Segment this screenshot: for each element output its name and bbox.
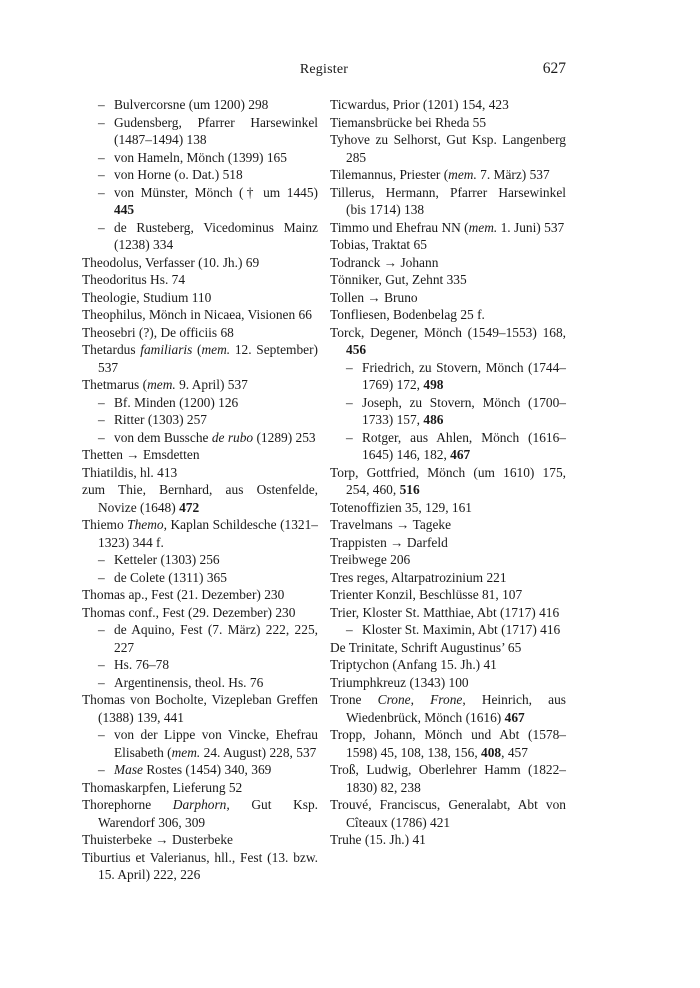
entry-text: Bulvercorsne (um 1200) 298 [114,97,269,112]
entry-text: Rotger, aus Ahlen, Mönch (1616–1645) 146, 182, 467 [362,429,566,462]
subentry-dash: – [98,412,105,427]
subentry-dash: – [98,394,105,410]
entry-text: Tyhove zu Selhorst, Gut Ksp. Langenberg 285 [330,132,566,165]
index-entry [82,691,318,726]
entry-text: Tönniker, Gut, Zehnt 335 [330,272,467,287]
entry-text: Theophilus, Mönch in Nicaea, Visionen 66 [82,307,312,322]
index-entry [330,289,566,307]
entry-text: de Aquino, Fest (7. März) 222, 225, 227 [114,622,318,655]
subentry-dash: – [98,674,105,690]
entry-text: Thetten → Emsdetten [82,447,200,462]
index-subentry [82,674,318,692]
index-column-left [82,96,318,884]
index-entry [330,569,566,587]
subentry-dash: – [98,184,105,200]
index-entry [330,131,566,166]
index-entry [330,324,566,359]
subentry-dash: – [98,429,105,445]
entry-text: von Horne (o. Dat.) 518 [114,167,243,182]
index-entry [330,499,566,517]
index-entry [82,446,318,464]
entry-text: Joseph, zu Stovern, Mönch (1700–1733) 157, 486 [362,394,566,427]
entry-text: Troß, Ludwig, Oberlehrer Hamm (1822–1830) 82, 238 [330,762,566,795]
entry-text: Trappisten → Darfeld [330,534,448,550]
index-entry [330,726,566,761]
page-number: 627 [542,60,566,77]
index-entry [330,166,566,184]
entry-text: Truhe (15. Jh.) 41 [330,832,426,847]
index-subentry [82,411,318,429]
entry-text: Thuisterbeke → Dusterbeke [82,832,233,847]
subentry-dash: – [98,552,105,567]
entry-text: Friedrich, zu Stovern, Mönch (1744–1769) 172, 498 [362,359,566,392]
entry-text: Trone Crone, Frone, Heinrich, aus Wiedenbrück, Mönch (1616) 467 [330,692,566,725]
index-entry [82,254,318,272]
index-entry [82,376,318,394]
entry-text: Tres reges, Altarpatrozinium 221 [330,569,507,585]
entry-text: Travelmans → Tageke [330,517,452,532]
entry-text: Treibwege 206 [330,552,411,567]
subentry-dash: – [98,149,105,165]
subentry-dash: – [98,219,105,235]
entry-text: Tollen → Bruno [330,289,418,305]
index-entry [82,324,318,342]
entry-text: Trienter Konzil, Beschlüsse 81, 107 [330,587,523,602]
index-subentry [82,96,318,114]
index-entry [82,849,318,884]
index-entry [82,604,318,622]
index-entry [82,341,318,376]
entry-text: Ketteler (1303) 256 [114,552,220,567]
entry-text: Kloster St. Maximin, Abt (1717) 416 [362,622,561,637]
entry-text: Theodoritus Hs. 74 [82,272,186,287]
entry-text: Ritter (1303) 257 [114,412,207,427]
entry-text: Torck, Degener, Mönch (1549–1553) 168, 456 [330,324,566,357]
entry-text: von dem Bussche de rubo (1289) 253 [114,429,316,445]
entry-text: Torp, Gottfried, Mönch (um 1610) 175, 254, 460, 516 [330,464,566,497]
index-subentry [82,219,318,254]
index-entry [330,831,566,849]
entry-text: Thiemo Themo, Kaplan Schildesche (1321–1323) 344 f. [82,517,319,550]
index-entry [82,271,318,289]
index-subentry [330,621,566,639]
index-entry [82,464,318,482]
entry-text: Thorephorne Darphorn, Gut Ksp. Warendorf 306, 309 [82,797,318,830]
entry-text: Mase Rostes (1454) 340, 369 [114,762,272,777]
index-subentry [330,429,566,464]
subentry-dash: – [346,429,353,445]
entry-text: Thetmarus (mem. 9. April) 537 [82,377,248,392]
index-entry [330,271,566,289]
index-subentry [82,394,318,412]
index-entry [82,306,318,324]
index-entry [330,639,566,657]
index-subentry [82,429,318,447]
index-entry [330,551,566,569]
entry-text: Theologie, Studium 110 [82,289,212,305]
index-entry [82,831,318,849]
index-entry [330,534,566,552]
entry-text: Triptychon (Anfang 15. Jh.) 41 [330,657,497,672]
entry-text: Thomas von Bocholte, Vizepleban Greffen (1388) 139, 441 [82,692,318,725]
subentry-dash: – [346,359,353,375]
index-entry [330,516,566,534]
index-subentry [82,166,318,184]
entry-text: zum Thie, Bernhard, aus Ostenfelde, Novize (1648) 472 [82,482,318,515]
index-subentry [82,184,318,219]
index-entry [330,96,566,114]
index-subentry [82,114,318,149]
entry-text: Tobias, Traktat 65 [330,237,427,252]
subentry-dash: – [98,657,105,672]
entry-text: von Hameln, Mönch (1399) 165 [114,149,287,165]
entry-text: Argentinensis, theol. Hs. 76 [114,674,264,690]
entry-text: De Trinitate, Schrift Augustinus’ 65 [330,639,522,655]
entry-text: von der Lippe von Vincke, Ehefrau Elisabeth (mem. 24. August) 228, 537 [114,727,318,760]
entry-text: Ticwardus, Prior (1201) 154, 423 [330,97,509,112]
subentry-dash: – [98,762,105,777]
running-head: Register [299,62,349,77]
index-entry [330,306,566,324]
index-entry [82,481,318,516]
subentry-dash: – [98,569,105,585]
entry-text: Todranck → Johann [330,254,439,270]
entry-text: de Colete (1311) 365 [114,569,227,585]
index-subentry [82,569,318,587]
subentry-dash: – [346,622,353,637]
entry-text: von Münster, Mönch († um 1445) 445 [114,184,318,217]
entry-text: de Rusteberg, Vicedominus Mainz (1238) 334 [114,219,318,252]
entry-text: Tillerus, Hermann, Pfarrer Harsewinkel (bis 1714) 138 [330,184,566,217]
index-entry [330,691,566,726]
index-entry [82,516,318,551]
entry-text: Trouvé, Franciscus, Generalabt, Abt von Cîteaux (1786) 421 [330,797,566,830]
index-subentry [330,394,566,429]
index-entry [330,674,566,692]
entry-text: Thetardus familiaris (mem. 12. September) 537 [82,342,319,375]
entry-text: Theodolus, Verfasser (10. Jh.) 69 [82,254,260,270]
index-subentry [82,656,318,674]
index-entry [330,219,566,237]
entry-text: Timmo und Ehefrau NN (mem. 1. Juni) 537 [330,219,565,235]
entry-text: Tropp, Johann, Mönch und Abt (1578–1598) 45, 108, 138, 156, 408, 457 [330,727,566,760]
entry-text: Theosebri (?), De officiis 68 [82,324,234,340]
subentry-dash: – [98,727,105,742]
subentry-dash: – [98,167,105,182]
index-entry [330,184,566,219]
entry-text: Gudensberg, Pfarrer Harsewinkel (1487–1494) 138 [114,114,318,147]
index-entry [330,656,566,674]
index-entry [82,779,318,797]
entry-text: Thomas ap., Fest (21. Dezember) 230 [82,587,285,602]
subentry-dash: – [98,622,105,637]
entry-text: Thomaskarpfen, Lieferung 52 [82,779,243,795]
index-entry [330,761,566,796]
entry-text: Bf. Minden (1200) 126 [114,394,239,410]
index-entry [82,796,318,831]
index-subentry [82,551,318,569]
index-entry [330,796,566,831]
subentry-dash: – [98,114,105,130]
entry-text: Tiburtius et Valerianus, hll., Fest (13. bzw. 15. April) 222, 226 [82,849,318,882]
index-entry [82,586,318,604]
entry-text: Tilemannus, Priester (mem. 7. März) 537 [330,167,550,182]
index-entry [330,464,566,499]
index-subentry [82,621,318,656]
index-subentry [82,761,318,779]
index-entry [82,289,318,307]
entry-text: Triumphkreuz (1343) 100 [330,674,469,690]
entry-text: Tiemansbrücke bei Rheda 55 [330,114,487,130]
index-entry [330,254,566,272]
index-entry [330,114,566,132]
index-column-right [330,96,566,849]
entry-text: Thomas conf., Fest (29. Dezember) 230 [82,604,296,620]
subentry-dash: – [346,394,353,410]
index-entry [330,586,566,604]
entry-text: Totenoffizien 35, 129, 161 [330,499,472,515]
index-subentry [82,726,318,761]
entry-text: Tonfliesen, Bodenbelag 25 f. [330,307,485,322]
index-subentry [330,359,566,394]
index-entry [330,236,566,254]
entry-text: Thiatildis, hl. 413 [82,464,178,480]
subentry-dash: – [98,97,105,112]
index-subentry [82,149,318,167]
entry-text: Hs. 76–78 [114,657,170,672]
entry-text: Trier, Kloster St. Matthiae, Abt (1717) 416 [330,604,560,620]
index-entry [330,604,566,622]
